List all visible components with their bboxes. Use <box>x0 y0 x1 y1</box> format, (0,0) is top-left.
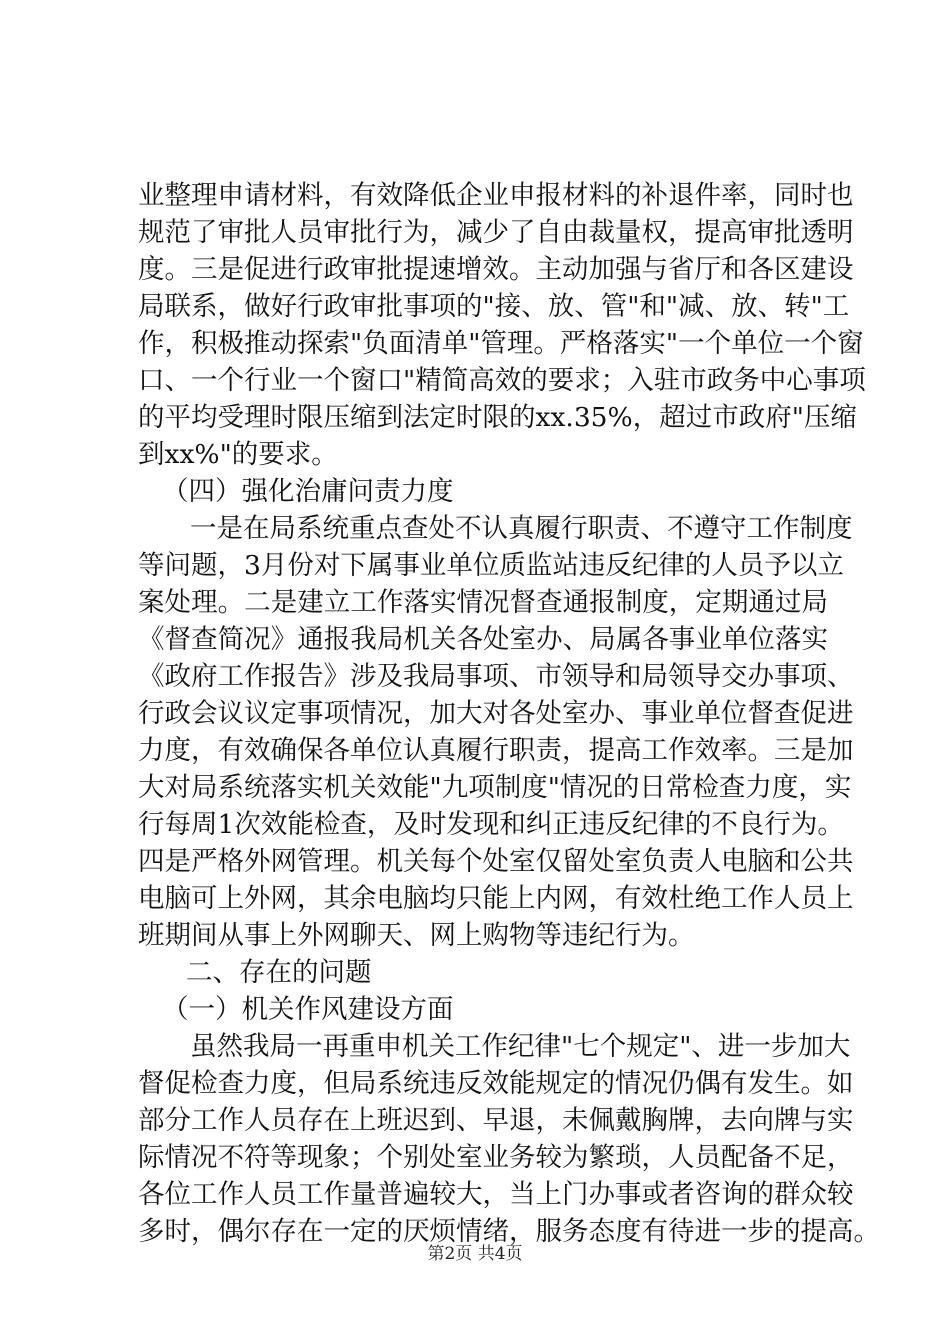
paragraph-line: 力度，有效确保各单位认真履行职责，提高工作效率。三是加 <box>138 735 854 766</box>
paragraph-line: 规范了审批人员审批行为，减少了自由裁量权，提高审批透明 <box>138 217 854 248</box>
page-number: 第2页 共4页 <box>427 1244 523 1264</box>
paragraph-line: 电脑可上外网，其余电脑均只能上内网，有效杜绝工作人员上 <box>138 883 854 914</box>
paragraph-line: 虽然我局一再重申机关工作纪律"七个规定"、进一步加大 <box>190 1031 851 1062</box>
paragraph-line: 《督查简况》通报我局机关各处室办、局属各事业单位落实 <box>138 624 828 655</box>
paragraph-line: 业整理申请材料，有效降低企业申报材料的补退件率，同时也 <box>138 180 854 211</box>
paragraph-line: 部分工作人员存在上班迟到、早退，未佩戴胸牌，去向牌与实 <box>138 1105 854 1136</box>
subsection-heading: （四）强化治庸问责力度 <box>162 476 454 507</box>
paragraph-line: 多时，偶尔存在一定的厌烦情绪，服务态度有待进一步的提高。 <box>138 1216 880 1247</box>
paragraph-line: 际情况不符等现象；个别处室业务较为繁琐，人员配备不足， <box>138 1142 854 1173</box>
paragraph-line: 行每周1次效能检查，及时发现和纠正违反纪律的不良行为。 <box>138 809 844 840</box>
paragraph-line: 等问题，3月份对下属事业单位质监站违反纪律的人员予以立 <box>138 550 844 581</box>
section-heading: 二、存在的问题 <box>186 957 372 988</box>
paragraph-line: 班期间从事上外网聊天、网上购物等违纪行为。 <box>138 920 695 951</box>
paragraph-line: 口、一个行业一个窗口"精简高效的要求；入驻市政务中心事项 <box>138 365 866 396</box>
paragraph-line: 大对局系统落实机关效能"九项制度"情况的日常检查力度，实 <box>138 772 852 803</box>
paragraph-line: 到xx%"的要求。 <box>138 439 338 470</box>
paragraph-line: 一是在局系统重点查处不认真履行职责、不遵守工作制度 <box>190 513 853 544</box>
paragraph-line: 各位工作人员工作量普遍较大，当上门办事或者咨询的群众较 <box>138 1179 854 1210</box>
paragraph-line: 四是严格外网管理。机关每个处室仅留处室负责人电脑和公共 <box>138 846 854 877</box>
paragraph-line: 的平均受理时限压缩到法定时限的xx.35%，超过市政府"压缩 <box>138 402 857 433</box>
paragraph-line: 度。三是促进行政审批提速增效。主动加强与省厅和各区建设 <box>138 254 854 285</box>
paragraph-line: 《政府工作报告》涉及我局事项、市领导和局领导交办事项、 <box>138 661 854 692</box>
paragraph-line: 行政会议议定事项情况，加大对各处室办、事业单位督查促进 <box>138 698 854 729</box>
subsection-heading: （一）机关作风建设方面 <box>162 994 454 1025</box>
paragraph-line: 案处理。二是建立工作落实情况督查通报制度，定期通过局 <box>138 587 828 618</box>
paragraph-line: 局联系，做好行政审批事项的"接、放、管"和"减、放、转"工 <box>138 291 850 322</box>
paragraph-line: 作，积极推动探索"负面清单"管理。严格落实"一个单位一个窗 <box>138 328 864 359</box>
paragraph-line: 督促检查力度，但局系统违反效能规定的情况仍偶有发生。如 <box>138 1068 854 1099</box>
